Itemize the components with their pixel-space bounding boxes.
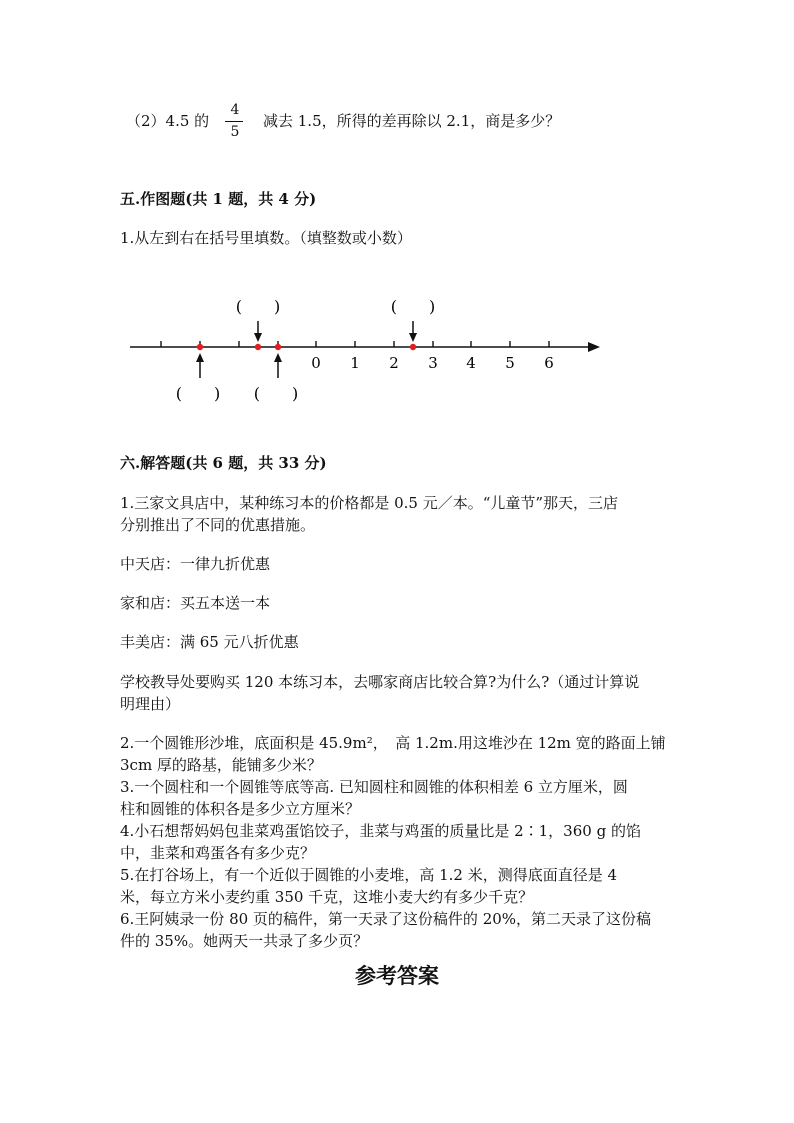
tick-label-5: 5 bbox=[505, 354, 515, 372]
number-line-ticks bbox=[161, 341, 549, 347]
blank-top-left: ( ) bbox=[235, 297, 281, 316]
fraction-numerator: 4 bbox=[230, 102, 240, 118]
fraction-denominator: 5 bbox=[230, 124, 240, 140]
store-jiahe: 家和店：买五本送一本 bbox=[120, 594, 271, 612]
tick-label-3: 3 bbox=[428, 354, 438, 372]
q1-ask-line1: 学校教导处要购买 120 本练习本，去哪家商店比较合算?为什么?（通过计算说 bbox=[120, 673, 640, 691]
tick-label-0: 0 bbox=[311, 354, 321, 372]
section6-heading: 六.解答题(共 6 题，共 33 分) bbox=[120, 454, 327, 472]
store-fengmei: 丰美店：满 65 元八折优惠 bbox=[120, 633, 299, 651]
q6-line2: 件的 35%。她两天一共录了多少页？ bbox=[120, 932, 369, 950]
q4-line1: 4.小石想帮妈妈包韭菜鸡蛋馅饺子，韭菜与鸡蛋的质量比是 2∶1，360 g 的馅 bbox=[120, 822, 641, 840]
answer-title: 参考答案 bbox=[355, 963, 439, 988]
q1-ask-line2: 明理由） bbox=[120, 695, 181, 713]
arrow-up-a bbox=[196, 353, 204, 378]
point-a bbox=[197, 344, 203, 350]
q2-line2: 3cm 厚的路基，能铺多少米？ bbox=[120, 756, 322, 774]
q5-line1: 5.在打谷场上，有一个近似于圆锥的小麦堆，高 1.2 米，测得底面直径是 4 bbox=[120, 866, 618, 884]
q2-text-before: （2）4.5 的 bbox=[126, 112, 210, 130]
section5-question1: 1.从左到右在括号里填数。（填整数或小数） bbox=[120, 229, 412, 247]
section5-heading: 五.作图题(共 1 题，共 4 分) bbox=[120, 190, 317, 208]
q2-line1: 2.一个圆锥形沙堆，底面积是 45.9m²， 高 1.2m.用这堆沙在 12m 宽的路面上铺 bbox=[120, 734, 666, 752]
arrow-down-b bbox=[254, 321, 262, 342]
tick-label-4: 4 bbox=[466, 354, 476, 372]
tick-label-1: 1 bbox=[350, 354, 360, 372]
point-b bbox=[255, 344, 261, 350]
q6-line1: 6.王阿姨录一份 80 页的稿件，第一天录了这份稿件的 20%，第二天录了这份稿 bbox=[120, 910, 652, 928]
q1-line1: 1.三家文具店中，某种练习本的价格都是 0.5 元／本。“儿童节”那天，三店 bbox=[120, 494, 619, 512]
q3-line1: 3.一个圆柱和一个圆锥等底等高. 已知圆柱和圆锥的体积相差 6 立方厘米，圆 bbox=[120, 778, 628, 796]
number-line-arrowhead bbox=[588, 342, 600, 352]
blank-bottom-right: ( ) bbox=[253, 384, 299, 403]
blank-bottom-left: ( ) bbox=[175, 384, 221, 403]
point-c bbox=[275, 344, 281, 350]
tick-label-6: 6 bbox=[544, 354, 554, 372]
blank-top-right: ( ) bbox=[390, 297, 436, 316]
tick-label-2: 2 bbox=[389, 354, 399, 372]
q3-line2: 柱和圆锥的体积各是多少立方厘米？ bbox=[120, 800, 361, 818]
arrow-up-c bbox=[274, 353, 282, 378]
q5-line2: 米，每立方米小麦约重 350 千克，这堆小麦大约有多少千克？ bbox=[120, 888, 534, 906]
q2-text-after: 减去 1.5，所得的差再除以 2.1，商是多少？ bbox=[263, 112, 561, 130]
q1-line2: 分别推出了不同的优惠措施。 bbox=[120, 516, 316, 534]
point-d bbox=[410, 344, 416, 350]
store-zhongtian: 中天店：一律九折优惠 bbox=[120, 555, 271, 573]
q4-line2: 中，韭菜和鸡蛋各有多少克？ bbox=[120, 844, 316, 862]
number-line-figure bbox=[0, 0, 794, 420]
arrow-down-d bbox=[409, 321, 417, 342]
